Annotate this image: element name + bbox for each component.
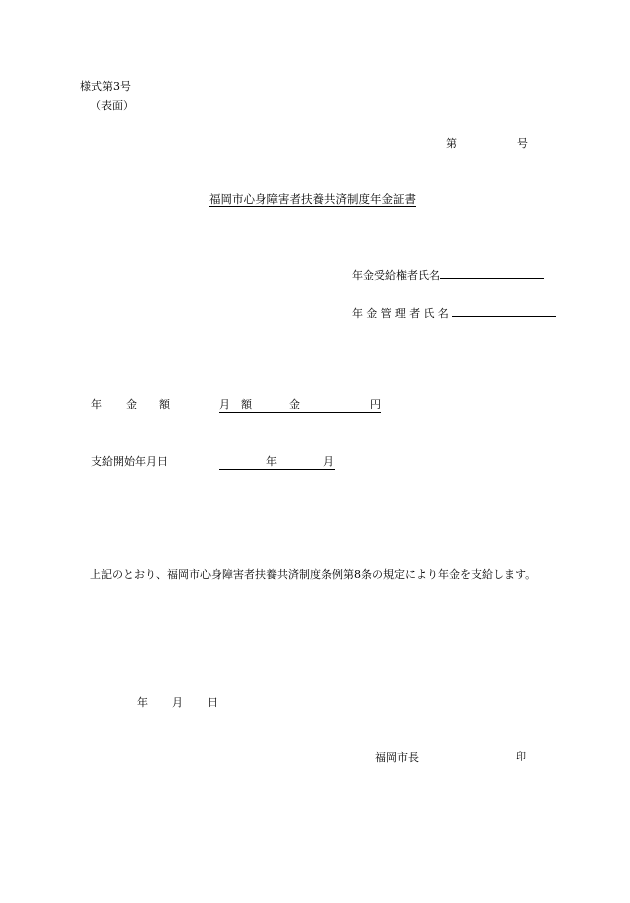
yen-label: 円: [370, 398, 381, 411]
cert-number-suffix: 号: [517, 137, 528, 150]
start-date-field[interactable]: [219, 455, 335, 470]
start-month-label: 月: [323, 455, 334, 468]
manager-name-field[interactable]: [452, 304, 556, 317]
monthly-label: 月: [219, 398, 230, 411]
beneficiary-label: 年金受給権者氏名: [352, 269, 440, 282]
manager-row: [352, 304, 556, 321]
pension-amount-label-3: 額: [159, 398, 170, 411]
beneficiary-name-field[interactable]: [440, 266, 544, 279]
manager-label: 年金管理者氏名: [352, 307, 453, 320]
pension-amount-field[interactable]: [219, 398, 381, 413]
statement-text: 上記のとおり、福岡市心身障害者扶養共済制度条例第8条の規定により年金を支給します。: [90, 568, 537, 581]
issue-year-label: 年: [137, 696, 148, 709]
form-number: 様式第3号: [80, 80, 131, 93]
beneficiary-row: [352, 266, 544, 283]
start-year-label: 年: [266, 455, 277, 468]
issue-day-label: 日: [207, 696, 218, 709]
start-date-label: 支給開始年月日: [91, 455, 168, 468]
pension-amount-label-2: 金: [126, 398, 137, 411]
amount-label: 額: [241, 398, 252, 411]
seal-mark: 印: [516, 752, 526, 763]
issue-month-label: 月: [172, 696, 183, 709]
pension-amount-label-1: 年: [91, 398, 102, 411]
document-title: 福岡市心身障害者扶養共済制度年金証書: [209, 192, 416, 206]
side-label: （表面）: [90, 99, 134, 112]
cert-number-prefix: 第: [446, 137, 457, 150]
kin-label: 金: [289, 398, 300, 411]
issuer-title: 福岡市長: [375, 751, 419, 764]
